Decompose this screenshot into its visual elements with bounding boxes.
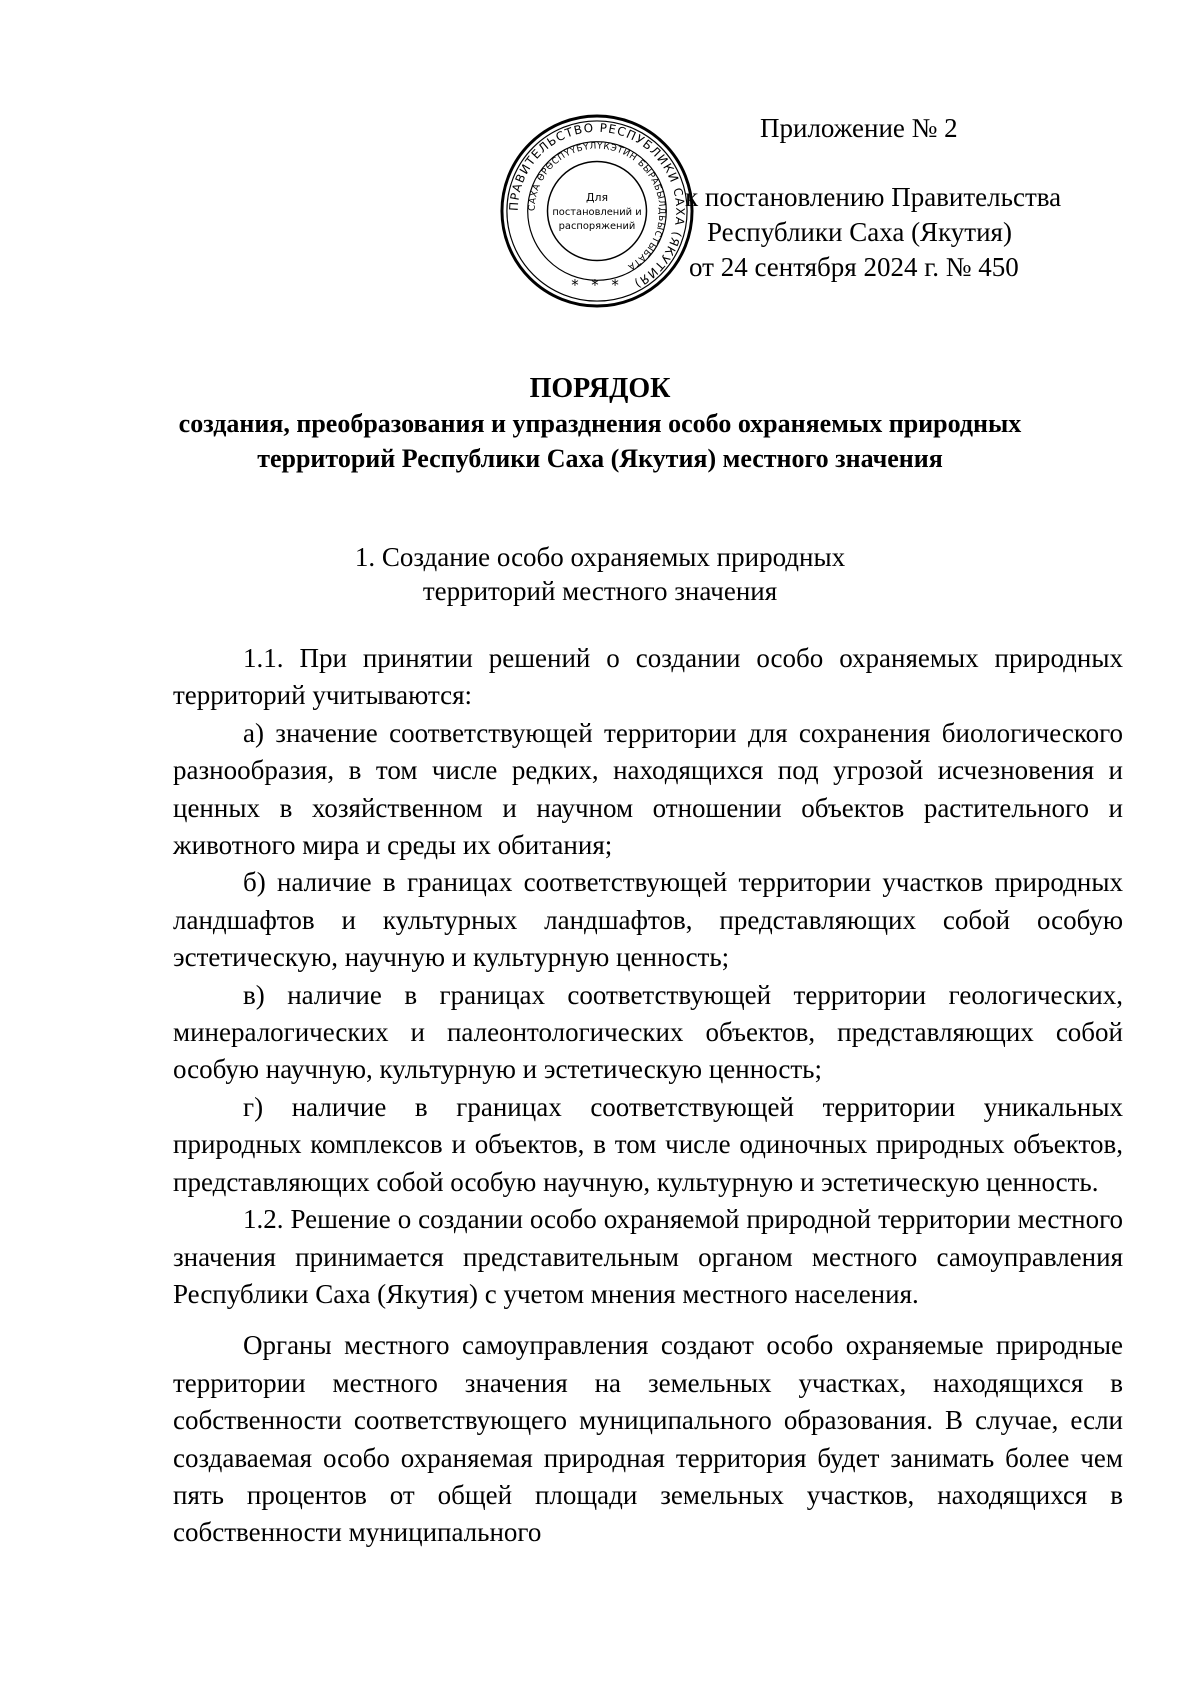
paragraph: Органы местного самоуправления создают особо охраняемые природные территории местного значения на земельных участках, находящихся в собственности соответствующего муниципального образования. В случае, если создаваемая особо охраняемая природная территория будет занимать более чем пять процентов от общей площади земельных участков, находящихся в собственности муниципального	[173, 1330, 1123, 1548]
title-line: создания, преобразования и упразднения особо охраняемых природных	[178, 409, 1022, 438]
seal-stars: * * *	[571, 276, 623, 295]
body-text	[173, 640, 1123, 1552]
paragraph: 1.2. Решение о создании особо охраняемой природной территории местного значения принимается представительным органом местного самоуправления Республики Саха (Якутия) с учетом мнения местного населения.	[173, 1204, 1123, 1309]
seal-center-line2: постановлений и	[552, 206, 642, 218]
section-heading	[200, 540, 1000, 608]
official-seal-stamp	[498, 112, 696, 310]
paragraph: а) значение соответствующей территории для сохранения биологического разнообразия, в том числе редких, находящихся под угрозой исчезновения и ценных в хозяйственном и научном отношении объектов растительного и животного мира и среды их обитания;	[173, 717, 1123, 861]
paragraph: 1.1. При принятии решений о создании особо охраняемых природных территорий учитываются:	[173, 643, 1123, 711]
seal-center-line1: Для	[586, 191, 608, 205]
seal-inner-text: САХА ӨРӨСПҮҮБҮЛҮКЭТИН БЫРАБЫЛДЬЫСТЫБАТА	[527, 141, 667, 272]
decree-line: к постановлению Правительства	[685, 182, 1062, 212]
seal-outer-text: ПРАВИТЕЛЬСТВО РЕСПУБЛИКИ САХА (ЯКУТИЯ)	[506, 120, 688, 292]
decree-line: Республики Саха (Якутия)	[707, 217, 1012, 247]
decree-reference	[685, 180, 1061, 285]
seal-center-line3: распоряжений	[558, 220, 636, 232]
title-main: ПОРЯДОК	[529, 373, 671, 404]
paragraph: б) наличие в границах соответствующей территории участков природных ландшафтов и культурных ландшафтов, представляющих собой особую эстетическую, научную и культурную ценность;	[173, 867, 1123, 973]
appendix-label: Приложение № 2	[760, 113, 958, 143]
decree-line: от 24 сентября 2024 г. № 450	[689, 252, 1019, 282]
section-heading-line: территорий местного значения	[422, 576, 778, 606]
paragraph: в) наличие в границах соответствующей территории геологических, минералогических и палеонтологических объектов, представляющих собой особую научную, культурную и эстетическую ценность;	[173, 979, 1123, 1085]
document-title	[150, 372, 1050, 476]
section-heading-line: 1. Создание особо охраняемых природных	[354, 542, 846, 572]
paragraph: г) наличие в границах соответствующей территории уникальных природных комплексов и объектов, в том числе одиночных природных объектов, представляющих собой особую научную, культурную и эстетическую ценность.	[173, 1091, 1123, 1197]
title-line: территорий Республики Саха (Якутия) местного значения	[257, 444, 943, 473]
